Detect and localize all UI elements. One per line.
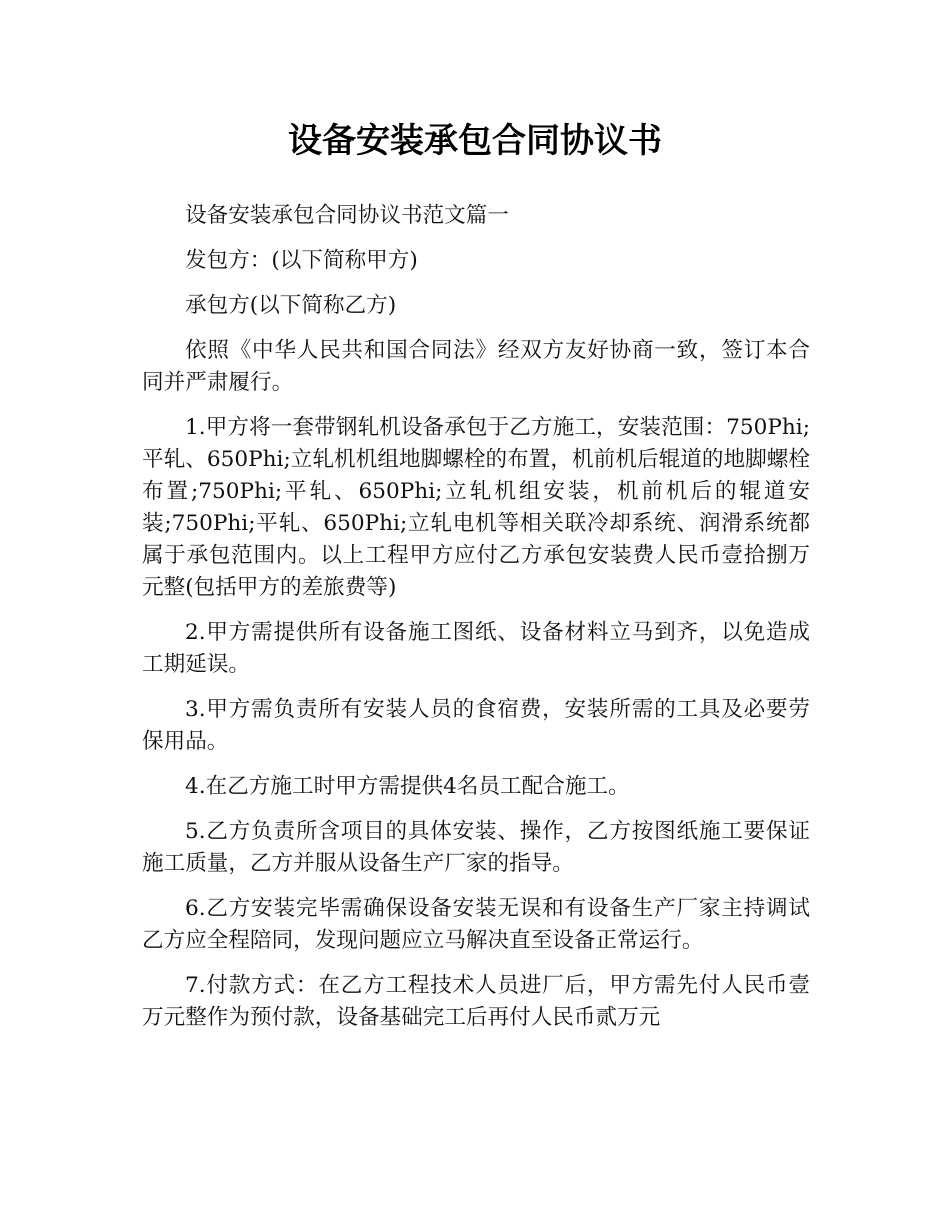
paragraph-subtitle: 设备安装承包合同协议书范文篇一 [185,203,509,228]
paragraph-clause-7: 7.付款方式：在乙方工程技术人员进厂后，甲方需先付人民币壹万元整作为预付款，设备基础完工后再付人民币贰万元 [142,973,810,1030]
document-body [142,200,810,1047]
paragraph-clause-3: 3.甲方需负责所有安装人员的食宿费，安装所需的工具及必要劳保用品。 [142,697,810,754]
paragraph-clause-1: 1.甲方将一套带钢轧机设备承包于乙方施工，安装范围：750Phi;平轧、650Phi;立轧机机组地脚螺栓的布置，机前机后辊道的地脚螺栓布置;750Phi;平轧、650Phi;立轧机组安装，机前机后的辊道安装;750Phi;平轧、650Phi;立轧电机等相关联冷却系统、润滑系统都属于承包范围内。以上工程甲方应付乙方承包安装费人民币壹拾捌万元整(包括甲方的差旅费等) [142,415,810,600]
paragraph-clause-5: 5.乙方负责所含项目的具体安装、操作，乙方按图纸施工要保证施工质量，乙方并服从设备生产厂家的指导。 [142,819,810,876]
paragraph-party-b: 承包方(以下简称乙方) [185,293,397,318]
paragraph-clause-2: 2.甲方需提供所有设备施工图纸、设备材料立马到齐，以免造成工期延误。 [142,620,810,677]
document-title: 设备安装承包合同协议书 [288,121,662,161]
paragraph-clause-6: 6.乙方安装完毕需确保设备安装无误和有设备生产厂家主持调试乙方应全程陪同，发现问题应立马解决直至设备正常运行。 [142,896,810,953]
paragraph-preamble: 依照《中华人民共和国合同法》经双方友好协商一致，签订本合同并严肃履行。 [142,338,810,395]
paragraph-party-a: 发包方：(以下简称甲方) [185,248,418,273]
paragraph-clause-4: 4.在乙方施工时甲方需提供4名员工配合施工。 [185,774,630,799]
